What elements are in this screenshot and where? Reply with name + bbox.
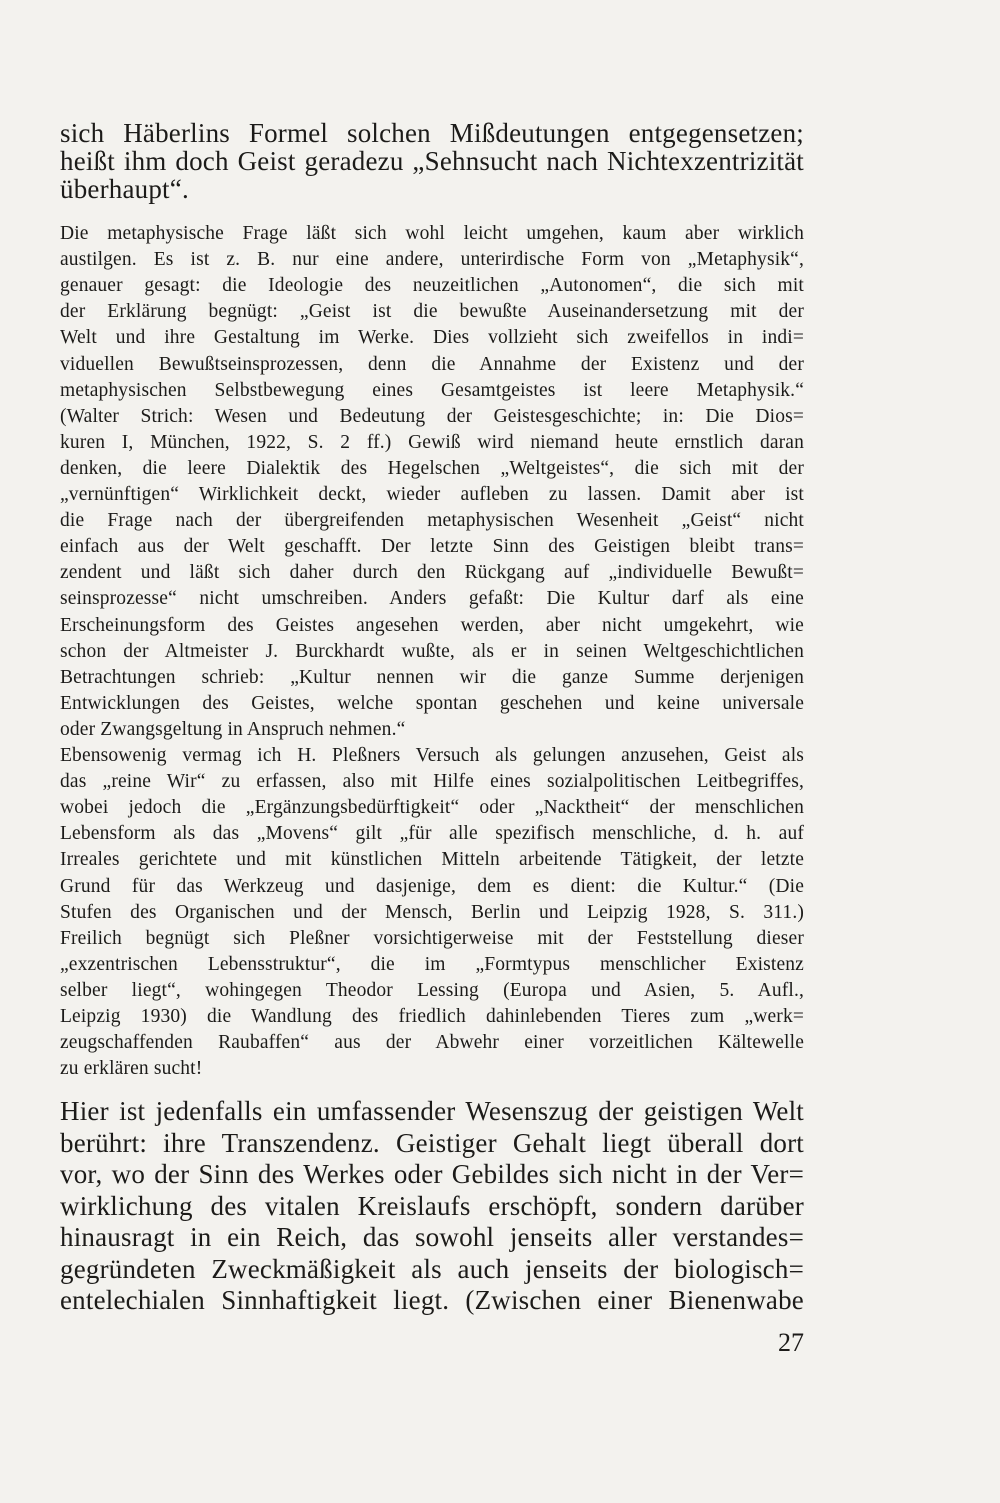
paragraph-middle-line: kuren I, München, 1922, S. 2 ff.) Gewiß wird niemand heute ernstlich daran	[60, 431, 804, 453]
paragraph-middle-line: das „reine Wir“ zu erfassen, also mit Hilfe eines sozialpolitischen Leitbegriffes,	[60, 771, 804, 793]
paragraph-middle-line: Ebensowenig vermag ich H. Pleßners Versuch als gelungen anzusehen, Geist als	[60, 745, 804, 766]
paragraph-middle-line: Die metaphysische Frage läßt sich wohl leicht umgehen, kaum aber wirklich	[60, 223, 804, 244]
paragraph-middle-line: Betrachtungen schrieb: „Kultur nennen wir die ganze Summe derjenigen	[60, 666, 804, 688]
paragraph-bottom-line: entelechialen Sinnhaftigkeit liegt. (Zwischen einer Bienenwabe	[60, 1285, 804, 1315]
paragraph-middle-line: der Erklärung begnügt: „Geist ist die bewußte Auseinandersetzung mit der	[60, 301, 804, 323]
paragraph-middle-line: zendent und läßt sich daher durch den Rückgang auf „individuelle Bewußt=	[60, 562, 804, 584]
paragraph-middle-line: seinsprozesse“ nicht umschreiben. Anders gefaßt: Die Kultur darf als eine	[60, 588, 804, 610]
paragraph-middle-line: „vernünftigen“ Wirklichkeit deckt, wieder aufleben zu lassen. Damit aber ist	[60, 484, 804, 505]
paragraph-middle-line: zeugschaffenden Raubaffen“ aus der Abwehr einer vorzeitlichen Kältewelle	[60, 1032, 804, 1054]
paragraph-middle-line: die Frage nach der übergreifenden metaphysischen Wesenheit „Geist“ nicht	[60, 510, 804, 532]
paragraph-middle-line: (Walter Strich: Wesen und Bedeutung der Geistesgeschichte; in: Die Dios=	[60, 405, 804, 427]
paragraph-bottom-line: Hier ist jedenfalls ein umfassender Wesenszug der geistigen Welt	[60, 1096, 804, 1126]
paragraph-middle-line: Irreales gerichtete und mit künstlichen Mitteln arbeitende Tätigkeit, der letzte	[60, 849, 804, 871]
paragraph-middle-line: austilgen. Es ist z. B. nur eine andere, unterirdische Form von „Metaphysik“,	[60, 249, 804, 271]
paragraph-middle-line: Grund für das Werkzeug und dasjenige, dem es dient: die Kultur.“ (Die	[60, 875, 804, 897]
paragraph-top-line: sich Häberlins Formel solchen Mißdeutungen entgegensetzen;	[60, 118, 804, 148]
paragraph-bottom-line: hinausragt in ein Reich, das sowohl jenseits aller verstandes=	[60, 1222, 804, 1252]
paragraph-bottom-line: wirklichung des vitalen Kreislaufs erschöpft, sondern darüber	[60, 1190, 804, 1221]
paragraph-middle-line: selber liegt“, wohingegen Theodor Lessing (Europa und Asien, 5. Aufl.,	[60, 979, 804, 1001]
paragraph-bottom-line: berührt: ihre Transzendenz. Geistiger Gehalt liegt überall dort	[60, 1127, 804, 1158]
paragraph-top-line: heißt ihm doch Geist geradezu „Sehnsucht nach Nichtexzentrizität	[60, 146, 804, 176]
paragraph-middle-line: Lebensform als das „Movens“ gilt „für alle spezifisch menschliche, d. h. auf	[60, 823, 804, 845]
paragraph-top-line: überhaupt“.	[60, 174, 189, 204]
paragraph-middle-line: zu erklären sucht!	[60, 1058, 203, 1080]
paragraph-bottom-line: vor, wo der Sinn des Werkes oder Gebildes sich nicht in der Ver=	[60, 1159, 804, 1189]
page-number: 27	[778, 1328, 804, 1357]
paragraph-middle-line: metaphysischen Selbstbewegung eines Gesamtgeistes ist leere Metaphysik.“	[60, 379, 804, 401]
paragraph-middle-line: schon der Altmeister J. Burckhardt wußte, als er in seinen Weltgeschichtlichen	[60, 640, 804, 662]
paragraph-middle-line: Leipzig 1930) die Wandlung des friedlich dahinlebenden Tieres zum „werk=	[60, 1006, 804, 1027]
paragraph-middle-line: viduellen Bewußtseinsprozessen, denn die Annahme der Existenz und der	[60, 353, 804, 375]
paragraph-middle-line: wobei jedoch die „Ergänzungsbedürftigkeit“ oder „Nacktheit“ der menschlichen	[60, 797, 804, 819]
paragraph-middle-line: Welt und ihre Gestaltung im Werke. Dies vollzieht sich zweifellos in indi=	[60, 327, 804, 349]
paragraph-middle-line: Freilich begnügt sich Pleßner vorsichtigerweise mit der Feststellung dieser	[60, 927, 804, 949]
paragraph-bottom-line: gegründeten Zweckmäßigkeit als auch jenseits der biologisch=	[60, 1253, 804, 1284]
paragraph-middle-line: denken, die leere Dialektik des Hegelschen „Weltgeistes“, die sich mit der	[60, 457, 804, 479]
paragraph-middle-line: genauer gesagt: die Ideologie des neuzeitlichen „Autonomen“, die sich mit	[60, 275, 804, 297]
paragraph-middle-line: „exzentrischen Lebensstruktur“, die im „Formtypus menschlicher Existenz	[60, 953, 804, 975]
paragraph-middle-line: Entwicklungen des Geistes, welche spontan geschehen und keine universale	[60, 692, 804, 714]
paragraph-middle-line: oder Zwangsgeltung in Anspruch nehmen.“	[60, 718, 406, 740]
paragraph-middle-line: Stufen des Organischen und der Mensch, Berlin und Leipzig 1928, S. 311.)	[60, 901, 804, 923]
paragraph-middle-line: Erscheinungsform des Geistes angesehen werden, aber nicht umgekehrt, wie	[60, 614, 804, 636]
paragraph-middle-line: einfach aus der Welt geschafft. Der letzte Sinn des Geistigen bleibt trans=	[60, 536, 804, 558]
